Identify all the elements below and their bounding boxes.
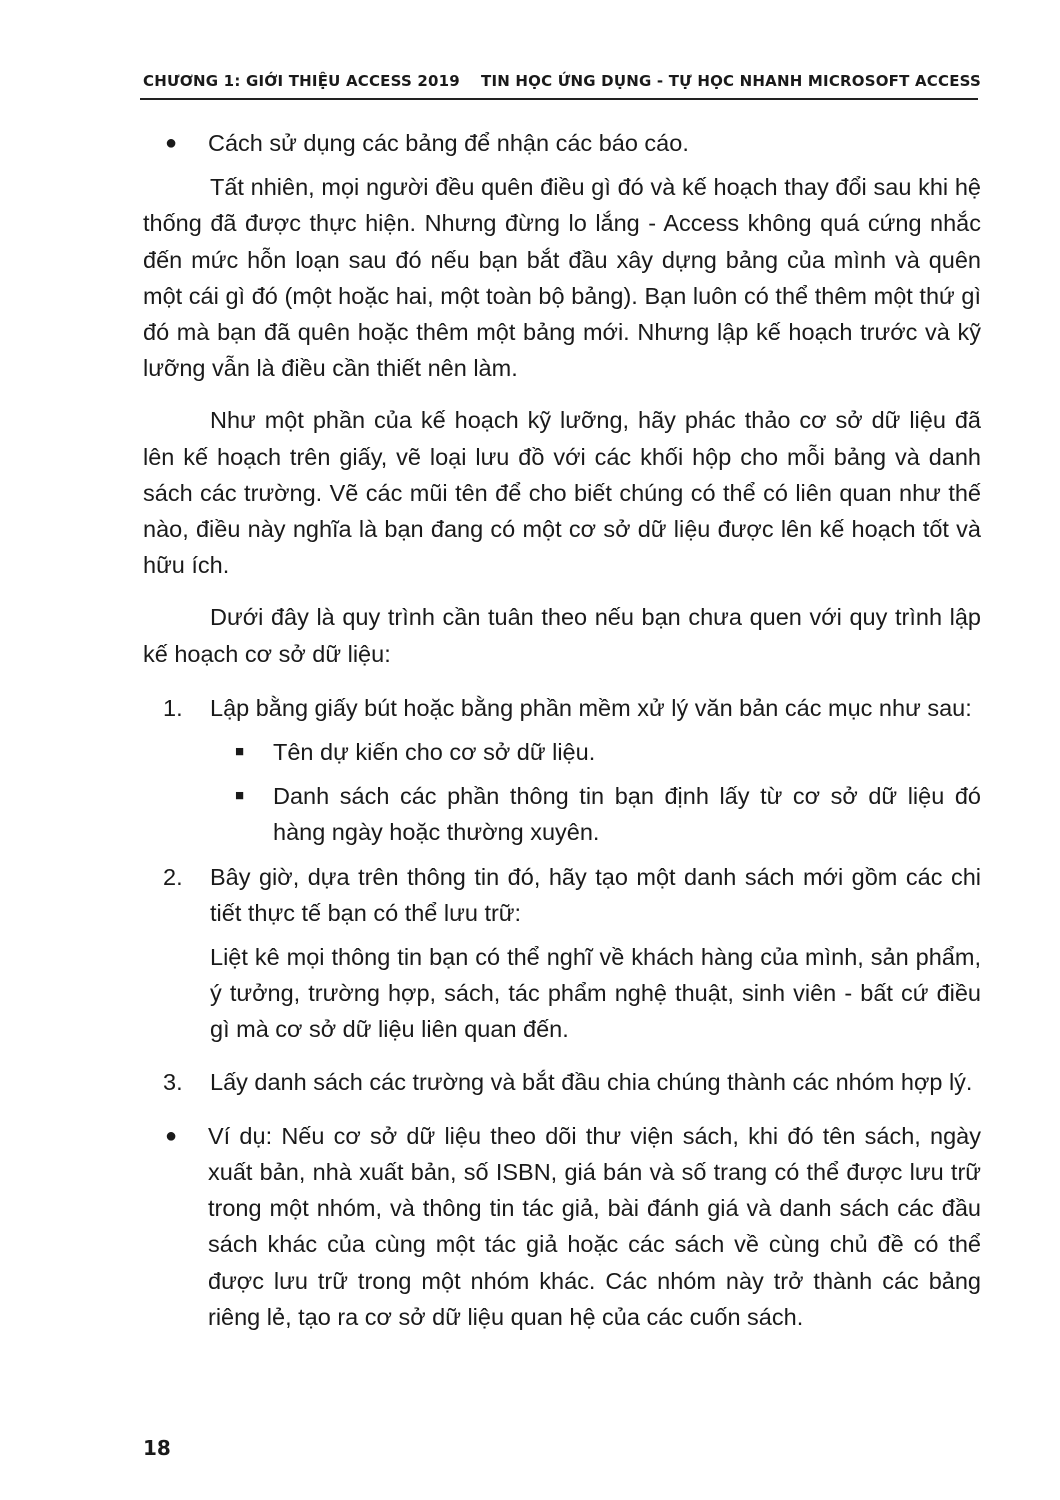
bullet-text: Ví dụ: Nếu cơ sở dữ liệu theo dõi thư viện sách, khi đó tên sách, ngày xuất bản, nhà xuất bản, số ISBN, giá bán và số trang có thể được lưu trữ trong một nhóm, và thông tin tác giả, bài đánh giá và danh sách các đầu sách khác của cùng một tác giả hoặc các sách về cùng chủ đề có thể được lưu trữ trong một nhóm khác. Các nhóm này trở thành các bảng riêng lẻ, tạo ra cơ sở dữ liệu quan hệ của các cuốn sách.	[208, 1122, 981, 1330]
sub-list-item	[143, 778, 981, 850]
body-text	[143, 125, 981, 1335]
paragraph: Như một phần của kế hoạch kỹ lưỡng, hãy phác thảo cơ sở dữ liệu đã lên kế hoạch trên giấy, vẽ loại lưu đồ với các khối hộp cho mỗi bảng và danh sách các trường. Vẽ các mũi tên để cho biết chúng có thể có liên quan như thế nào, điều này nghĩa là bạn đang có một cơ sở dữ liệu được lên kế hoạch tốt và hữu ích.	[143, 407, 981, 579]
step-text: Lập bằng giấy bút hoặc bằng phần mềm xử lý văn bản các mục như sau:	[210, 694, 972, 721]
square-bullet-marker: ■	[235, 787, 245, 805]
header-chapter-title: CHƯƠNG 1: GIỚI THIỆU ACCESS 2019	[143, 72, 460, 90]
running-header	[143, 72, 981, 96]
step-number: 3.	[163, 1068, 183, 1095]
square-bullet-marker: ■	[235, 743, 245, 761]
step-text: Bây giờ, dựa trên thông tin đó, hãy tạo một danh sách mới gồm các chi tiết thực tế bạn có thể lưu trữ:	[210, 863, 981, 926]
header-book-title: TIN HỌC ỨNG DỤNG - TỰ HỌC NHANH MICROSOFT ACCESS	[481, 72, 981, 90]
step-number: 1.	[163, 694, 183, 721]
numbered-step	[143, 690, 981, 726]
numbered-step	[143, 1064, 981, 1100]
page-number: 18	[143, 1436, 171, 1460]
bullet-marker: ●	[165, 1124, 178, 1147]
numbered-step	[143, 859, 981, 931]
paragraph: Tất nhiên, mọi người đều quên điều gì đó và kế hoạch thay đổi sau khi hệ thống đã được thực hiện. Nhưng đừng lo lắng - Access không quá cứng nhắc đến mức hỗn loạn sau đó nếu bạn bắt đầu xây dựng bảng của mình và quên một cái gì đó (một hoặc hai, một toàn bộ bảng). Bạn luôn có thể thêm một thứ gì đó mà bạn đã quên hoặc thêm một bảng mới. Nhưng lập kế hoạch trước và kỹ lưỡng vẫn là điều cần thiết nên làm.	[143, 174, 981, 382]
step-number: 2.	[163, 863, 183, 890]
sub-item-text: Danh sách các phần thông tin bạn định lấy từ cơ sở dữ liệu đó hàng ngày hoặc thường xuyên.	[273, 783, 981, 846]
bullet-item	[143, 125, 981, 161]
sub-item-text: Tên dự kiến cho cơ sở dữ liệu.	[273, 739, 596, 766]
bullet-text: Cách sử dụng các bảng để nhận các báo cáo.	[208, 130, 689, 156]
step-detail: Liệt kê mọi thông tin bạn có thể nghĩ về khách hàng của mình, sản phẩm, ý tưởng, trường hợp, sách, tác phẩm nghệ thuật, sinh viên - bất cứ điều gì mà cơ sở dữ liệu liên quan đến.	[210, 944, 981, 1043]
step-text: Lấy danh sách các trường và bắt đầu chia chúng thành các nhóm hợp lý.	[210, 1068, 973, 1095]
sub-list-item	[143, 734, 981, 770]
header-rule	[140, 98, 978, 100]
paragraph: Dưới đây là quy trình cần tuân theo nếu bạn chưa quen với quy trình lập kế hoạch cơ sở dữ liệu:	[143, 604, 981, 667]
bullet-item	[143, 1118, 981, 1335]
bullet-marker: ●	[165, 132, 178, 154]
